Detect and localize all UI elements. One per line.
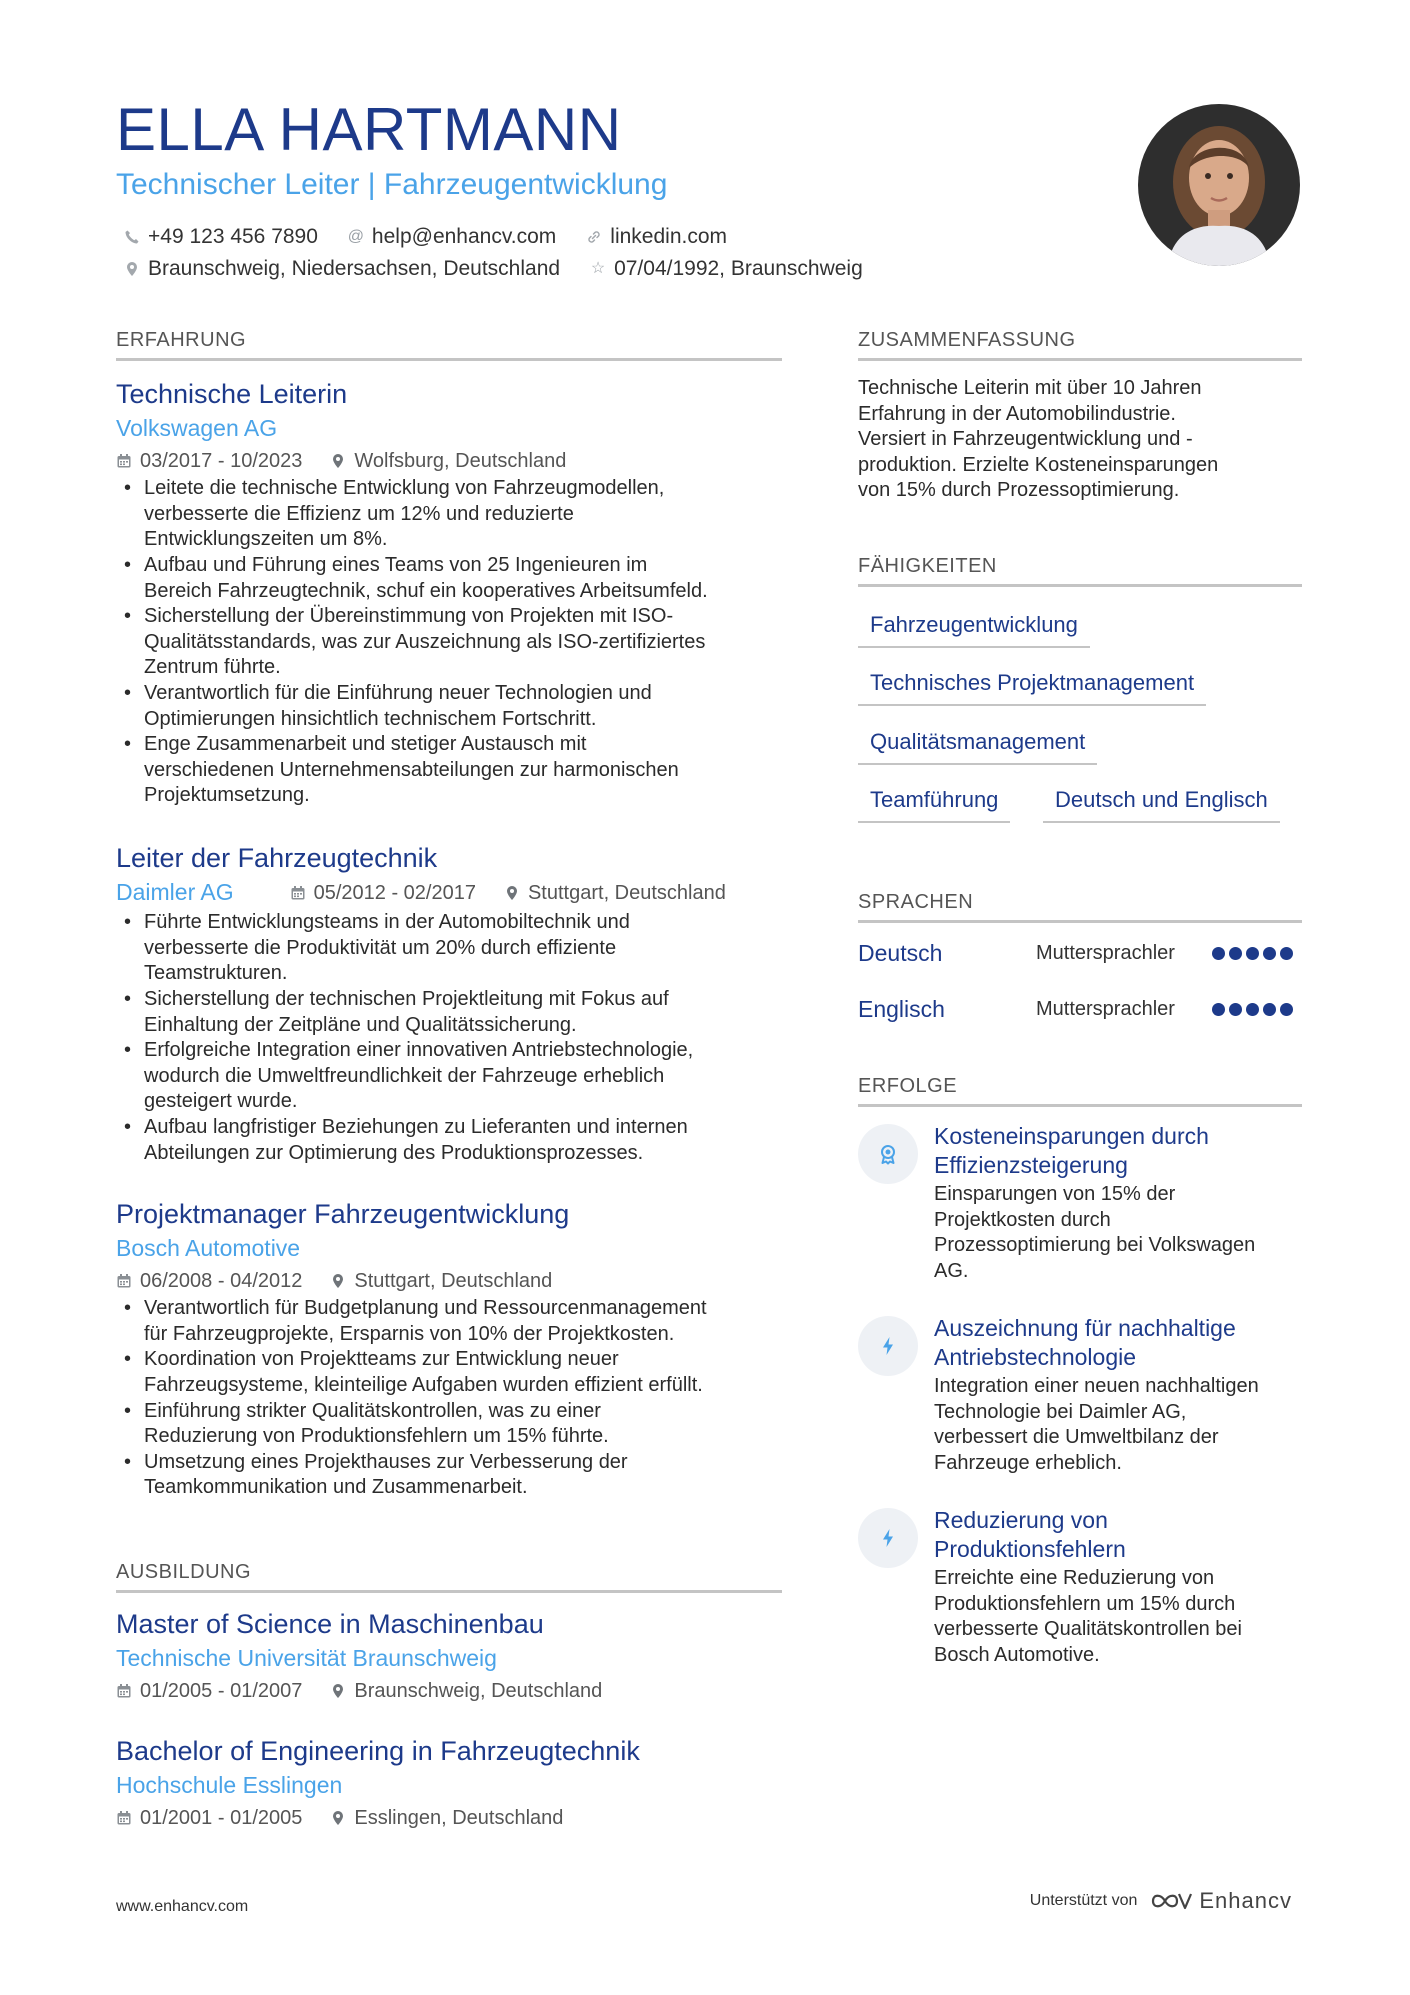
- location-pin-icon: [330, 1273, 346, 1289]
- language-level: Muttersprachler: [1036, 942, 1175, 964]
- rating-dot: [1263, 1003, 1276, 1016]
- bullet-line: Sicherstellung der technischen Projektleitung mit Fokus auf: [144, 988, 669, 1011]
- job-meta: [116, 1268, 782, 1294]
- language-level: Muttersprachler: [1036, 998, 1175, 1020]
- footer-branding: [1030, 1888, 1292, 1914]
- achievement-desc-line: AG.: [934, 1259, 969, 1282]
- education-meta: [116, 1678, 782, 1704]
- job-location-text: Wolfsburg, Deutschland: [354, 450, 567, 473]
- bullet-line: Umsetzung eines Projekthauses zur Verbesserung der: [144, 1450, 628, 1473]
- achievement-desc-line: Fahrzeuge erheblich.: [934, 1451, 1122, 1474]
- achievement-desc-line: Technologie bei Daimler AG,: [934, 1400, 1187, 1423]
- bullet-line: Projektumsetzung.: [144, 784, 310, 807]
- achievement-title-line: Antriebstechnologie: [934, 1344, 1137, 1370]
- calendar-icon: [116, 1273, 132, 1289]
- enhancv-logo-text: Enhancv: [1199, 1888, 1292, 1913]
- achievement-title-line: Kosteneinsparungen durch: [934, 1123, 1209, 1149]
- section-heading-summary: ZUSAMMENFASSUNG: [858, 330, 1302, 361]
- education-entry: [116, 1735, 782, 1831]
- linkedin-text[interactable]: linkedin.com: [610, 225, 728, 248]
- phone-text[interactable]: +49 123 456 7890: [148, 225, 318, 248]
- bullet-line: Führte Entwicklungsteams in der Automobiltechnik und: [144, 911, 630, 934]
- achievement-desc-line: Integration einer neuen nachhaltigen: [934, 1375, 1259, 1397]
- bullet-line: Sicherstellung der Übereinstimmung von Projekten mit ISO-: [144, 605, 674, 628]
- bullet-item: [116, 553, 782, 604]
- language-rating: [1212, 1003, 1297, 1016]
- bullet-line: verschiedenen Unternehmensabteilungen zur harmonischen: [144, 758, 679, 781]
- bullet-line: Teamstrukturen.: [144, 962, 288, 985]
- location-pin-icon: [330, 453, 346, 469]
- bullet-item: [116, 732, 782, 809]
- candidate-title: Technischer Leiter | Fahrzeugentwicklung: [116, 168, 668, 201]
- contact-location: [122, 258, 560, 279]
- rating-dot: [1212, 947, 1225, 960]
- education-dates-text: 01/2001 - 01/2005: [140, 1807, 303, 1830]
- job-location: [504, 880, 726, 906]
- bullet-line: Verantwortlich für Budgetplanung und Ressourcenmanagement: [144, 1297, 707, 1320]
- rating-dot: [1263, 947, 1276, 960]
- language-name: Englisch: [858, 996, 945, 1022]
- bullet-item: [116, 1347, 782, 1398]
- language-row: [858, 940, 1302, 967]
- achievement-desc-line: Erreichte eine Reduzierung von: [934, 1567, 1215, 1589]
- candidate-name: ELLA HARTMANN: [116, 96, 622, 163]
- job-meta: [116, 448, 782, 474]
- job-dates-text: 05/2012 - 02/2017: [313, 882, 476, 905]
- achievement-description: [934, 1182, 1304, 1284]
- rating-dot: [1280, 1003, 1293, 1016]
- achievement-title: [934, 1506, 1304, 1564]
- birth-text: 07/04/1992, Braunschweig: [614, 257, 863, 280]
- contact-linkedin: [584, 226, 727, 247]
- education-entry: [116, 1608, 782, 1704]
- bullet-item: [116, 1038, 782, 1115]
- achievement-desc-line: Bosch Automotive.: [934, 1643, 1100, 1666]
- job-title: Projektmanager Fahrzeugentwicklung: [116, 1199, 570, 1229]
- skill-tag: Qualitätsmanagement: [858, 729, 1097, 765]
- bullet-line: Leitete die technische Entwicklung von Fahrzeugmodellen,: [144, 477, 665, 500]
- section-heading-achievements: ERFOLGE: [858, 1076, 1302, 1107]
- profile-photo: [1138, 104, 1300, 266]
- education-meta: [116, 1805, 782, 1831]
- education-location-text: Braunschweig, Deutschland: [354, 1680, 603, 1703]
- bullet-item: [116, 1450, 782, 1501]
- achievement-desc-line: Einsparungen von 15% der: [934, 1183, 1176, 1205]
- education-location-text: Esslingen, Deutschland: [354, 1807, 564, 1830]
- education-location: [330, 1805, 563, 1831]
- achievement-text: [934, 1506, 1304, 1668]
- at-icon: @: [347, 227, 365, 245]
- experience-entry: [116, 842, 782, 1166]
- location-pin-icon: [330, 1683, 346, 1699]
- achievement-text: [934, 1314, 1304, 1476]
- location-pin-icon: [330, 1810, 346, 1826]
- bullet-item: [116, 604, 782, 681]
- achievement-desc-line: Produktionsfehlern um 15% durch: [934, 1592, 1236, 1615]
- bullet-line: gesteigert wurde.: [144, 1090, 298, 1113]
- company-name: Daimler AG: [116, 879, 234, 906]
- star-icon: ☆: [590, 259, 606, 277]
- job-location: [330, 448, 566, 474]
- bullet-item: [116, 1399, 782, 1450]
- bullet-line: verbesserte die Produktivität um 20% durch effiziente: [144, 936, 617, 959]
- bullet-line: Zentrum führte.: [144, 656, 281, 679]
- skill-tag: Deutsch und Englisch: [1043, 787, 1280, 823]
- degree-title: Bachelor of Engineering in Fahrzeugtechnik: [116, 1736, 640, 1766]
- bullet-line: Fahrzeugsysteme, kleinteilige Aufgaben wurden effizient erfüllt.: [144, 1374, 703, 1397]
- bullet-line: Abteilungen zur Optimierung des Produktionsprozesses.: [144, 1141, 644, 1164]
- achievement-title-line: Reduzierung von: [934, 1507, 1108, 1533]
- achievement-desc-line: verbesserte Qualitätskontrollen bei: [934, 1618, 1242, 1641]
- summary-line: Erfahrung in der Automobilindustrie.: [858, 402, 1176, 425]
- enhancv-logo[interactable]: [1149, 1888, 1292, 1914]
- contact-birth: [588, 258, 863, 279]
- rating-dot: [1280, 947, 1293, 960]
- footer-website[interactable]: www.enhancv.com: [116, 1898, 249, 1915]
- achievement-description: [934, 1566, 1304, 1668]
- bullet-line: Reduzierung von Produktionsfehlern um 15% führte.: [144, 1425, 609, 1448]
- bullet-line: Aufbau und Führung eines Teams von 25 Ingenieuren im: [144, 554, 648, 577]
- job-location: [330, 1268, 552, 1294]
- achievement-desc-line: verbessert die Umweltbilanz der: [934, 1426, 1219, 1449]
- footer-powered-text: Unterstützt von: [1029, 1892, 1138, 1909]
- job-title: Technische Leiterin: [116, 379, 348, 409]
- company-name: Bosch Automotive: [116, 1235, 301, 1262]
- job-dates-text: 06/2008 - 04/2012: [140, 1270, 303, 1293]
- skill-tag: Fahrzeugentwicklung: [858, 612, 1090, 648]
- job-dates: [116, 448, 302, 474]
- education-dates-text: 01/2005 - 01/2007: [140, 1680, 303, 1703]
- achievement-desc-line: Projektkosten durch: [934, 1208, 1111, 1231]
- company-name: Volkswagen AG: [116, 415, 278, 442]
- job-dates-text: 03/2017 - 10/2023: [140, 450, 303, 473]
- language-row: [858, 996, 1302, 1023]
- achievement-title-line: Effizienzsteigerung: [934, 1152, 1128, 1178]
- summary-line: Versiert in Fahrzeugentwicklung und -: [858, 428, 1193, 451]
- location-text: Braunschweig, Niedersachsen, Deutschland: [148, 257, 561, 280]
- section-heading-education: AUSBILDUNG: [116, 1562, 782, 1593]
- enhancv-logo-icon: [1149, 1888, 1193, 1914]
- skill-tag: Teamführung: [858, 787, 1010, 823]
- bullet-line: Entwicklungszeiten um 8%.: [144, 528, 388, 551]
- achievement-title: [934, 1314, 1304, 1372]
- rating-dot: [1246, 1003, 1259, 1016]
- job-location-text: Stuttgart, Deutschland: [527, 882, 726, 905]
- job-dates: [290, 880, 476, 906]
- job-location-text: Stuttgart, Deutschland: [354, 1270, 553, 1293]
- achievement-title-line: Produktionsfehlern: [934, 1536, 1126, 1562]
- job-dates: [116, 1268, 302, 1294]
- section-heading-skills: FÄHIGKEITEN: [858, 556, 1302, 587]
- degree-title: Master of Science in Maschinenbau: [116, 1609, 544, 1639]
- bullet-line: verbesserte die Effizienz um 12% und reduzierte: [144, 502, 574, 525]
- school-name: Hochschule Esslingen: [116, 1772, 343, 1799]
- section-heading-languages: SPRACHEN: [858, 892, 1302, 923]
- link-icon: [584, 227, 604, 247]
- education-dates: [116, 1805, 302, 1831]
- bullet-line: Teamkommunikation und Zusammenarbeit.: [144, 1476, 528, 1499]
- bullet-item: [116, 681, 782, 732]
- bullet-line: Bereich Fahrzeugtechnik, schuf ein kooperatives Arbeitsumfeld.: [144, 579, 708, 602]
- bullet-item: [116, 987, 782, 1038]
- contact-row-2: [122, 258, 891, 279]
- calendar-icon: [116, 453, 132, 469]
- education-dates: [116, 1678, 302, 1704]
- achievement-desc-line: Prozessoptimierung bei Volkswagen: [934, 1234, 1256, 1257]
- phone-icon: [122, 227, 142, 247]
- bullet-line: Einhaltung der Zeitpläne und Qualitätssicherung.: [144, 1013, 577, 1036]
- bullet-line: Erfolgreiche Integration einer innovativen Antriebstechnologie,: [144, 1039, 694, 1062]
- job-bullets: [116, 910, 782, 1166]
- rating-dot: [1229, 947, 1242, 960]
- lightning-icon: [858, 1508, 918, 1568]
- lightning-icon: [858, 1316, 918, 1376]
- rating-dot: [1212, 1003, 1225, 1016]
- bullet-item: [116, 476, 782, 553]
- skill-tag: Technisches Projektmanagement: [858, 670, 1206, 706]
- contact-email: [346, 226, 556, 247]
- job-title: Leiter der Fahrzeugtechnik: [116, 843, 438, 873]
- bullet-line: wodurch die Umweltfreundlichkeit der Fahrzeuge erheblich: [144, 1064, 665, 1087]
- calendar-icon: [290, 885, 306, 901]
- achievement-title: [934, 1122, 1304, 1180]
- email-text[interactable]: help@enhancv.com: [371, 225, 557, 248]
- bullet-item: [116, 1296, 782, 1347]
- rating-dot: [1229, 1003, 1242, 1016]
- job-bullets: [116, 1296, 782, 1501]
- summary-line: von 15% durch Prozessoptimierung.: [858, 479, 1180, 502]
- award-icon: [858, 1124, 918, 1184]
- bullet-line: Optimierungen hinsichtlich technischem Fortschritt.: [144, 707, 597, 730]
- school-name: Technische Universität Braunschweig: [116, 1645, 497, 1672]
- bullet-item: [116, 910, 782, 987]
- experience-entry: [116, 1198, 782, 1501]
- contact-phone: [122, 226, 318, 247]
- location-pin-icon: [122, 259, 142, 279]
- location-pin-icon: [504, 885, 520, 901]
- language-rating: [1212, 947, 1297, 960]
- rating-dot: [1246, 947, 1259, 960]
- bullet-line: für Fahrzeugprojekte, Ersparnis von 10% der Projektkosten.: [144, 1322, 675, 1345]
- calendar-icon: [116, 1683, 132, 1699]
- bullet-line: Qualitätsstandards, was zur Auszeichnung als ISO-zertifiziertes: [144, 630, 706, 653]
- bullet-item: [116, 1115, 782, 1166]
- experience-entry: [116, 378, 782, 809]
- job-bullets: [116, 476, 782, 809]
- achievement-text: [934, 1122, 1304, 1284]
- bullet-line: Enge Zusammenarbeit und stetiger Austausch mit: [144, 733, 587, 756]
- calendar-icon: [116, 1810, 132, 1826]
- language-name: Deutsch: [858, 940, 943, 966]
- bullet-line: Einführung strikter Qualitätskontrollen, was zu einer: [144, 1399, 601, 1422]
- contact-row-1: [122, 226, 755, 247]
- bullet-line: Koordination von Projektteams zur Entwicklung neuer: [144, 1348, 619, 1371]
- summary-line: Technische Leiterin mit über 10 Jahren: [858, 377, 1202, 399]
- achievement-title-line: Auszeichnung für nachhaltige: [934, 1315, 1236, 1341]
- education-location: [330, 1678, 602, 1704]
- bullet-line: Verantwortlich für die Einführung neuer Technologien und: [144, 682, 652, 705]
- job-meta: [116, 878, 782, 908]
- summary-line: produktion. Erzielte Kosteneinsparungen: [858, 453, 1219, 476]
- section-heading-experience: ERFAHRUNG: [116, 330, 782, 361]
- bullet-line: Aufbau langfristiger Beziehungen zu Lieferanten und internen: [144, 1116, 688, 1139]
- achievement-description: [934, 1374, 1304, 1476]
- summary-text: [858, 376, 1302, 504]
